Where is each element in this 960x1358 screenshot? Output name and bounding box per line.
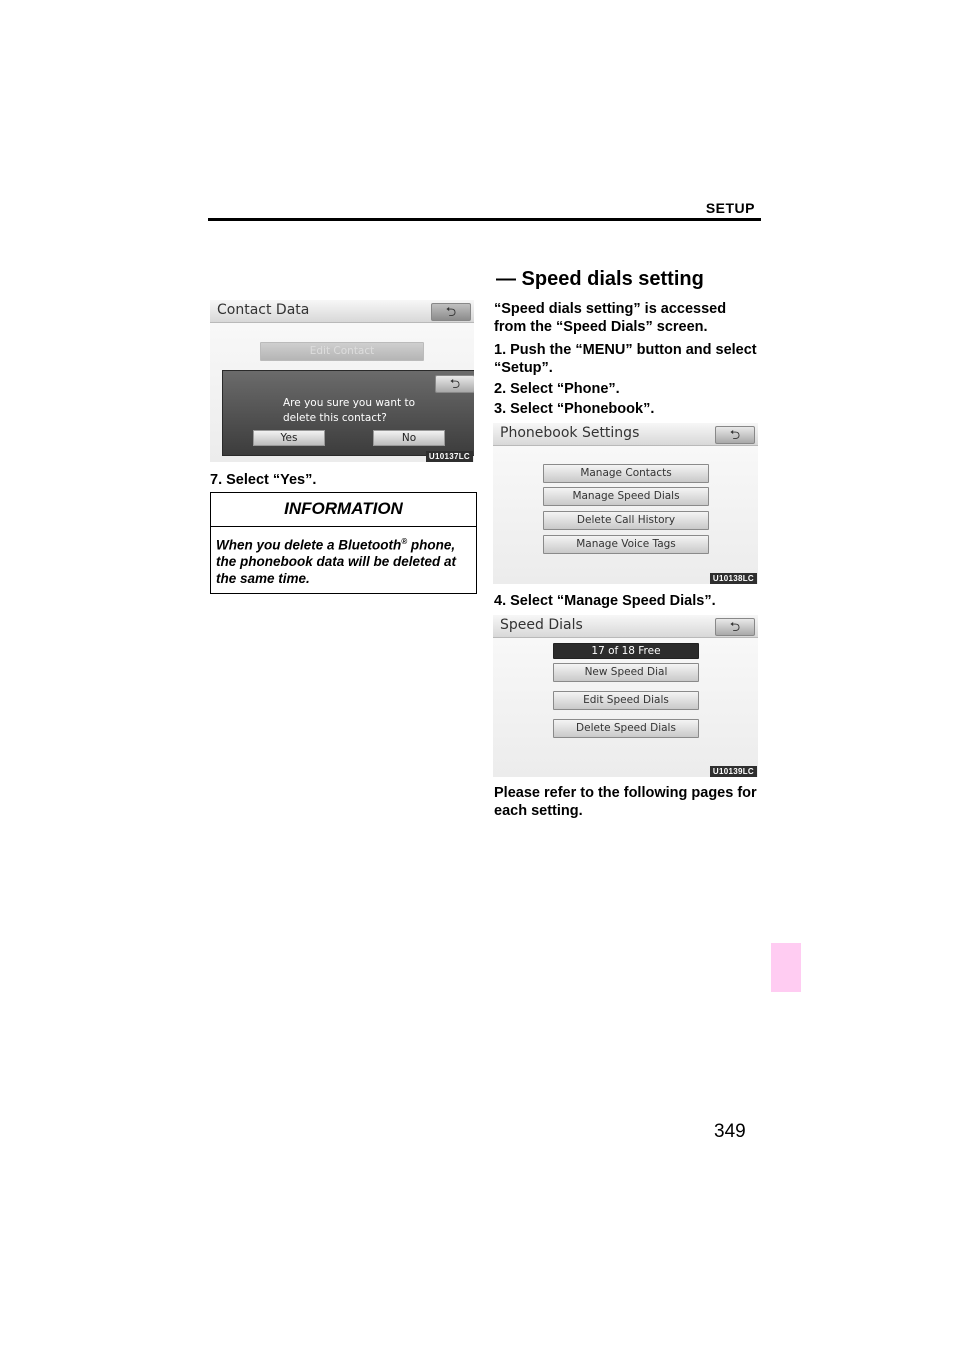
contact-data-screenshot	[210, 300, 474, 462]
section-title: — Speed dials setting	[496, 268, 704, 290]
confirm-dialog	[222, 370, 474, 456]
new-speed-dial-button[interactable]: New Speed Dial	[553, 663, 699, 682]
delete-call-history-button[interactable]: Delete Call History	[543, 511, 709, 530]
delete-speed-dials-button[interactable]: Delete Speed Dials	[553, 719, 699, 738]
screen-title: Contact Data	[217, 302, 310, 318]
information-text-a: When you delete a Bluetooth	[216, 537, 402, 553]
step-3: 3. Select “Phonebook”.	[494, 401, 655, 417]
figure-code: U10139LC	[710, 766, 757, 777]
closing-paragraph: Please refer to the following pages for each setting.	[494, 785, 757, 819]
intro-paragraph: “Speed dials setting” is accessed from the “Speed Dials” screen.	[494, 301, 727, 335]
information-box	[210, 492, 477, 594]
registered-mark: ®	[401, 537, 408, 546]
dialog-question: Are you sure you want to delete this contact?	[283, 397, 416, 424]
back-button[interactable]: ⮌	[715, 426, 755, 444]
step-7: 7. Select “Yes”.	[210, 472, 317, 488]
information-heading: INFORMATION	[284, 499, 403, 518]
free-count-bar: 17 of 18 Free	[553, 643, 699, 659]
figure-code: U10138LC	[710, 573, 757, 584]
back-button[interactable]: ⮌	[431, 303, 471, 321]
chapter-tab	[771, 943, 801, 992]
page-number: 349	[714, 1121, 746, 1142]
dialog-back-button[interactable]: ⮌	[435, 375, 474, 393]
edit-speed-dials-button[interactable]: Edit Speed Dials	[553, 691, 699, 710]
step-2: 2. Select “Phone”.	[494, 381, 620, 397]
information-text-b: phone, the phonebook data will be deleted at the same time.	[216, 537, 457, 586]
header-rule	[208, 218, 761, 221]
manage-speed-dials-button[interactable]: Manage Speed Dials	[543, 487, 709, 506]
manage-voice-tags-button[interactable]: Manage Voice Tags	[543, 535, 709, 554]
step-4: 4. Select “Manage Speed Dials”.	[494, 593, 716, 609]
screen-title: Speed Dials	[500, 617, 583, 633]
page-header-title: SETUP	[705, 200, 755, 216]
screen-titlebar	[210, 300, 474, 323]
manage-contacts-button[interactable]: Manage Contacts	[543, 464, 709, 483]
back-button[interactable]: ⮌	[715, 618, 755, 636]
information-rule	[211, 526, 476, 527]
figure-code: U10137LC	[426, 451, 473, 462]
screen-titlebar	[493, 423, 758, 446]
yes-button[interactable]: Yes	[253, 430, 325, 446]
step-1: 1. Push the “MENU” button and select “Setup”.	[494, 342, 757, 376]
information-text	[216, 534, 478, 587]
screen-titlebar	[493, 615, 758, 638]
speed-dials-screenshot	[493, 615, 758, 777]
screen-title: Phonebook Settings	[500, 425, 640, 441]
no-button[interactable]: No	[373, 430, 445, 446]
phonebook-settings-screenshot	[493, 423, 758, 584]
edit-contact-button[interactable]: Edit Contact	[260, 342, 424, 361]
